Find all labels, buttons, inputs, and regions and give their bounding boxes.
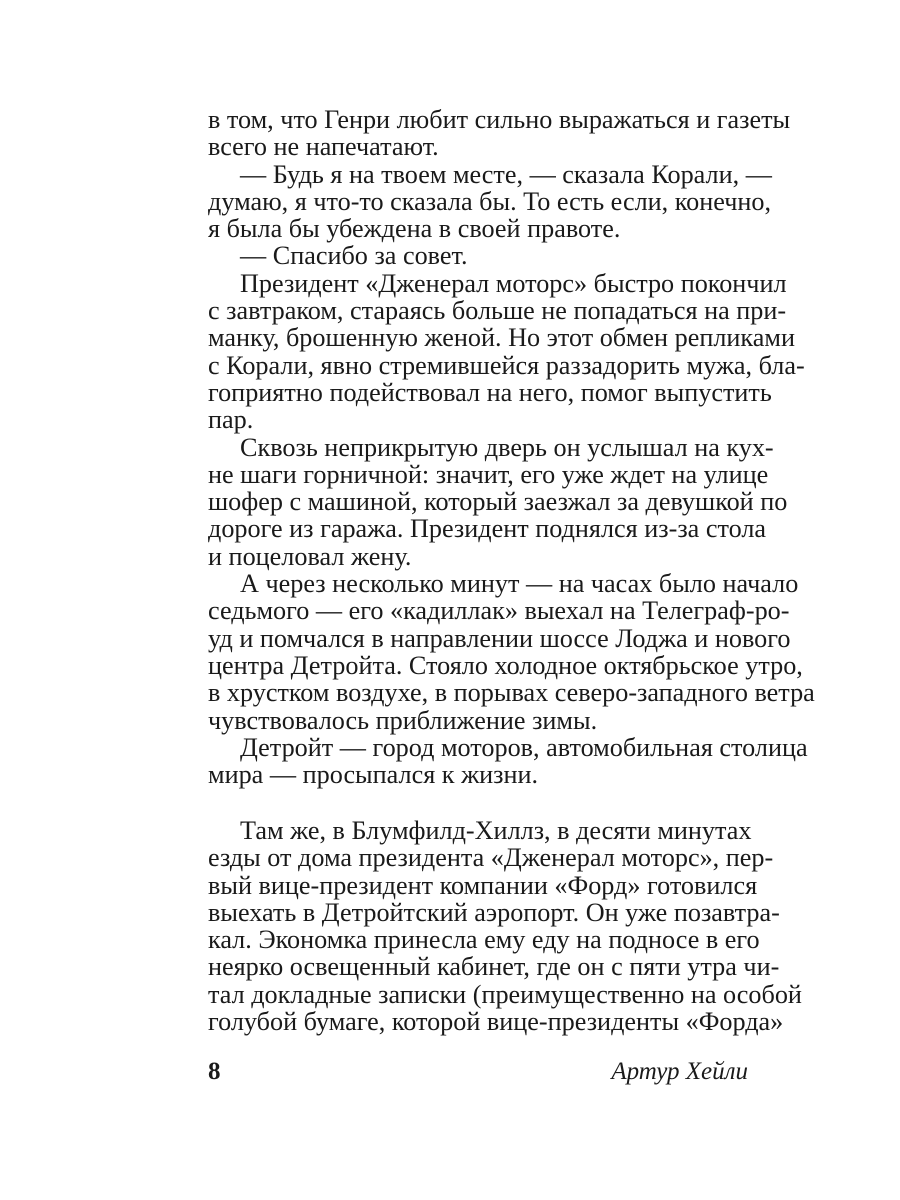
text-line: с Корали, явно стремившейся раззадорить мужа, бла- [208, 350, 805, 380]
text-line: в том, что Генри любит сильно выражаться и газеты [208, 105, 791, 134]
text-line: вый вице-президент компании «Форд» готовился [208, 870, 758, 900]
text-line: гоприятно подействовал на него, помог выпустить [208, 377, 772, 407]
text-line: я была бы убеждена в своей правоте. [208, 214, 621, 244]
text-line: всего не напечатают. [208, 132, 439, 162]
text-line: думаю, я что-то сказала бы. То есть если, конечно, [208, 186, 772, 216]
section-text-block [208, 816, 802, 1037]
text-line: центра Детройта. Стояло холодное октябрьское утро, [208, 650, 803, 680]
text-line: кал. Экономка принесла ему еду на подносе в его [208, 925, 760, 955]
text-line: уд и помчался в направлении шоссе Лоджа и нового [208, 623, 791, 653]
text-line: пар. [208, 405, 254, 435]
running-header-author: Артур Хейли [611, 1058, 748, 1085]
text-line: шофер с машиной, который заезжал за девушкой по [208, 487, 788, 517]
text-line: — Будь я на твоем месте, — сказала Корали, — [240, 159, 772, 189]
text-line: — Спасибо за совет. [240, 241, 468, 271]
text-line: Президент «Дженерал моторс» быстро покончил [240, 268, 787, 298]
text-line: манку, брошенную женой. Но этот обмен репликами [208, 323, 795, 353]
text-line: неярко освещенный кабинет, где он с пяти утра чи- [208, 952, 780, 982]
page-number: 8 [208, 1058, 221, 1085]
text-line: чувствовалось приближение зимы. [208, 705, 598, 735]
text-line: Сквозь неприкрытую дверь он услышал на кух- [240, 432, 774, 462]
text-line: Там же, в Блумфилд-Хиллз, в десяти минутах [240, 816, 752, 845]
text-line: тал докладные записки (преимущественно на особой [208, 979, 802, 1009]
main-text-block [208, 105, 815, 790]
text-line: и поцеловал жену. [208, 541, 412, 571]
text-line: езды от дома президента «Дженерал моторс», пер- [208, 843, 774, 873]
page-footer [208, 1057, 748, 1087]
text-line: голубой бумаге, которой вице-президенты «Форда» [208, 1007, 784, 1037]
text-line: выехать в Детройтский аэропорт. Он уже позавтра- [208, 897, 780, 927]
text-line: седьмого — его «кадиллак» выехал на Телеграф-ро- [208, 596, 790, 626]
text-line: Детройт — город моторов, автомобильная столица [240, 732, 808, 762]
text-line: дороге из гаража. Президент поднялся из-за стола [208, 514, 767, 544]
text-line: в хрустком воздухе, в порывах северо-западного ветра [208, 678, 815, 708]
text-line: мира — просыпался к жизни. [208, 760, 539, 790]
text-line: не шаги горничной: значит, его уже ждет на улице [208, 459, 769, 489]
text-line: А через несколько минут — на часах было начало [240, 569, 799, 599]
text-line: с завтраком, стараясь больше не попадаться на при- [208, 296, 787, 326]
